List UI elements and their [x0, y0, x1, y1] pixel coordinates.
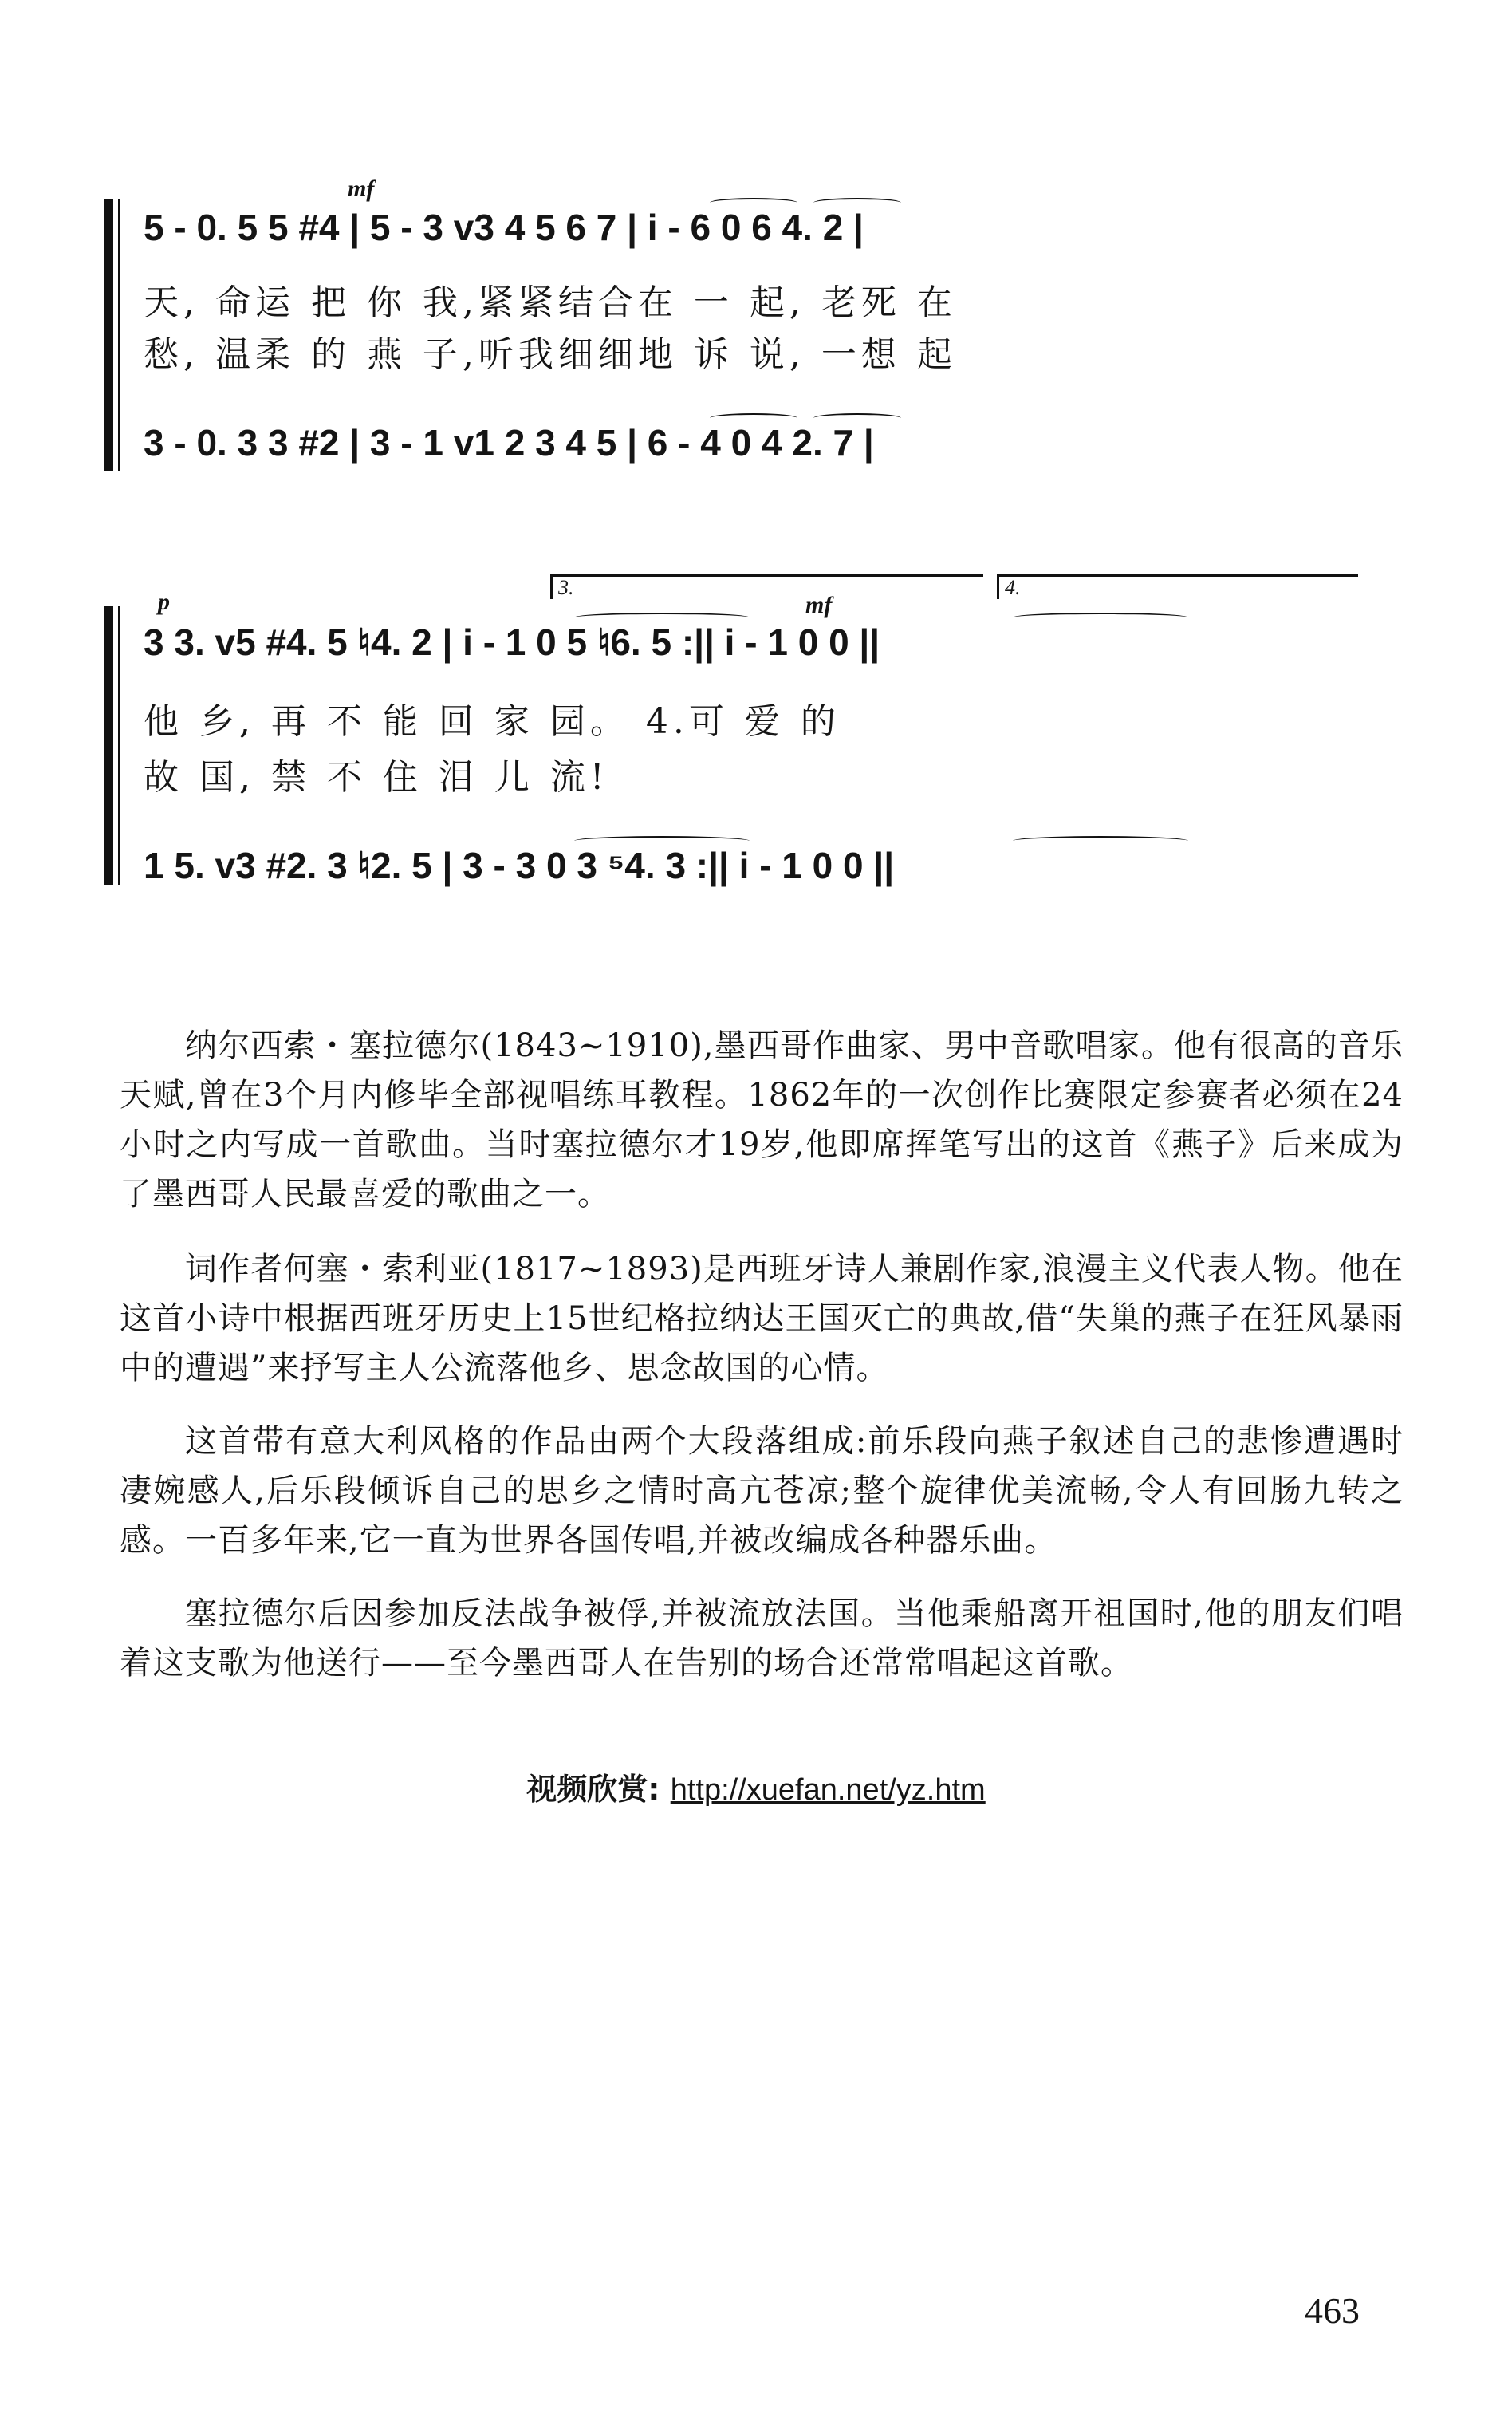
first-ending-label: 3.: [558, 576, 574, 599]
system-bracket: [104, 606, 113, 885]
second-ending-label: 4.: [1005, 576, 1021, 599]
first-ending-bracket: [550, 574, 983, 599]
triplet-slur: [813, 198, 901, 207]
dynamic-mf: mf: [348, 175, 375, 202]
dynamic-p: p: [158, 589, 170, 615]
triplet-slur: [710, 413, 797, 423]
video-label: 视频欣赏:: [526, 1772, 660, 1807]
page-number: 463: [1305, 2290, 1360, 2331]
lower-voice-melody: 1 5. v3 #2. 3 ♮2. 5 | 3 - 3 0 3 ⁵4. 3 :|| i - 1 0 0 ||: [144, 845, 895, 886]
second-ending-bracket: [997, 574, 1358, 599]
lyrics-verse-3: 他 乡, 再 不 能 回 家 园。 4.可 爱 的: [144, 701, 841, 742]
dynamic-mf: mf: [805, 592, 833, 618]
tie: [574, 836, 750, 846]
paragraph-structure: 这首带有意大利风格的作品由两个大段落组成:前乐段向燕子叙述自己的悲惨遭遇时凄婉感人,后乐段倾诉自己的思乡之情时高亢苍凉;整个旋律优美流畅,令人有回肠九转之感。一百多年来,它一直为世界各国传唱,并被改编成各种器乐曲。: [120, 1423, 1404, 1559]
lyrics-verse-3: 天, 命运 把 你 我,紧紧结合在 一 起, 老死 在: [144, 282, 957, 323]
score-system-2: [112, 574, 1372, 909]
paragraph-lyricist: 词作者何塞・索利亚(1817~1893)是西班牙诗人兼剧作家,浪漫主义代表人物。他在这首小诗中根据西班牙历史上15世纪格拉纳达王国灭亡的典故,借“失巢的燕子在狂风暴雨中的遭遇”来抒写主人公流落他乡、思念故国的心情。: [120, 1251, 1404, 1386]
video-url-link[interactable]: http://xuefan.net/yz.htm: [670, 1773, 986, 1807]
upper-voice-melody: 3 3. v5 #4. 5 ♮4. 2 | i - 1 0 5 ♮6. 5 :|| i - 1 0 0 ||: [144, 621, 880, 663]
paragraph-history: 塞拉德尔后因参加反法战争被俘,并被流放法国。当他乘船离开祖国时,他的朋友们唱着这支歌为他送行——至今墨西哥人在告别的场合还常常唱起这首歌。: [120, 1595, 1404, 1682]
tie: [574, 613, 750, 622]
lyrics-verse-4: 愁, 温柔 的 燕 子,听我细细地 诉 说, 一想 起: [144, 334, 957, 375]
paragraph-composer-bio: 纳尔西索・塞拉德尔(1843~1910),墨西哥作曲家、男中音歌唱家。他有很高的音乐天赋,曾在3个月内修毕全部视唱练耳教程。1862年的一次创作比赛限定参赛者必须在24小时之内写成一首歌曲。当时塞拉德尔才19岁,他即席挥笔写出的这首《燕子》后来成为了墨西哥人民最喜爱的歌曲之一。: [120, 1027, 1404, 1212]
system-bracket: [104, 199, 113, 471]
lower-voice-melody: 3 - 0. 3 3 #2 | 3 - 1 v1 2 3 4 5 | 6 - 4 0 4 2. 7 |: [144, 422, 874, 463]
tie: [1013, 836, 1188, 846]
upper-voice-melody: 5 - 0. 5 5 #4 | 5 - 3 v3 4 5 6 7 | i - 6 0 6 4. 2 |: [144, 207, 864, 248]
score-system-1: [112, 175, 1372, 487]
triplet-slur: [813, 413, 901, 423]
triplet-slur: [710, 198, 797, 207]
video-link-line: [0, 1764, 1512, 1808]
tie: [1013, 613, 1188, 622]
lyrics-verse-4: 故 国, 禁 不 住 泪 儿 流!: [144, 757, 609, 798]
